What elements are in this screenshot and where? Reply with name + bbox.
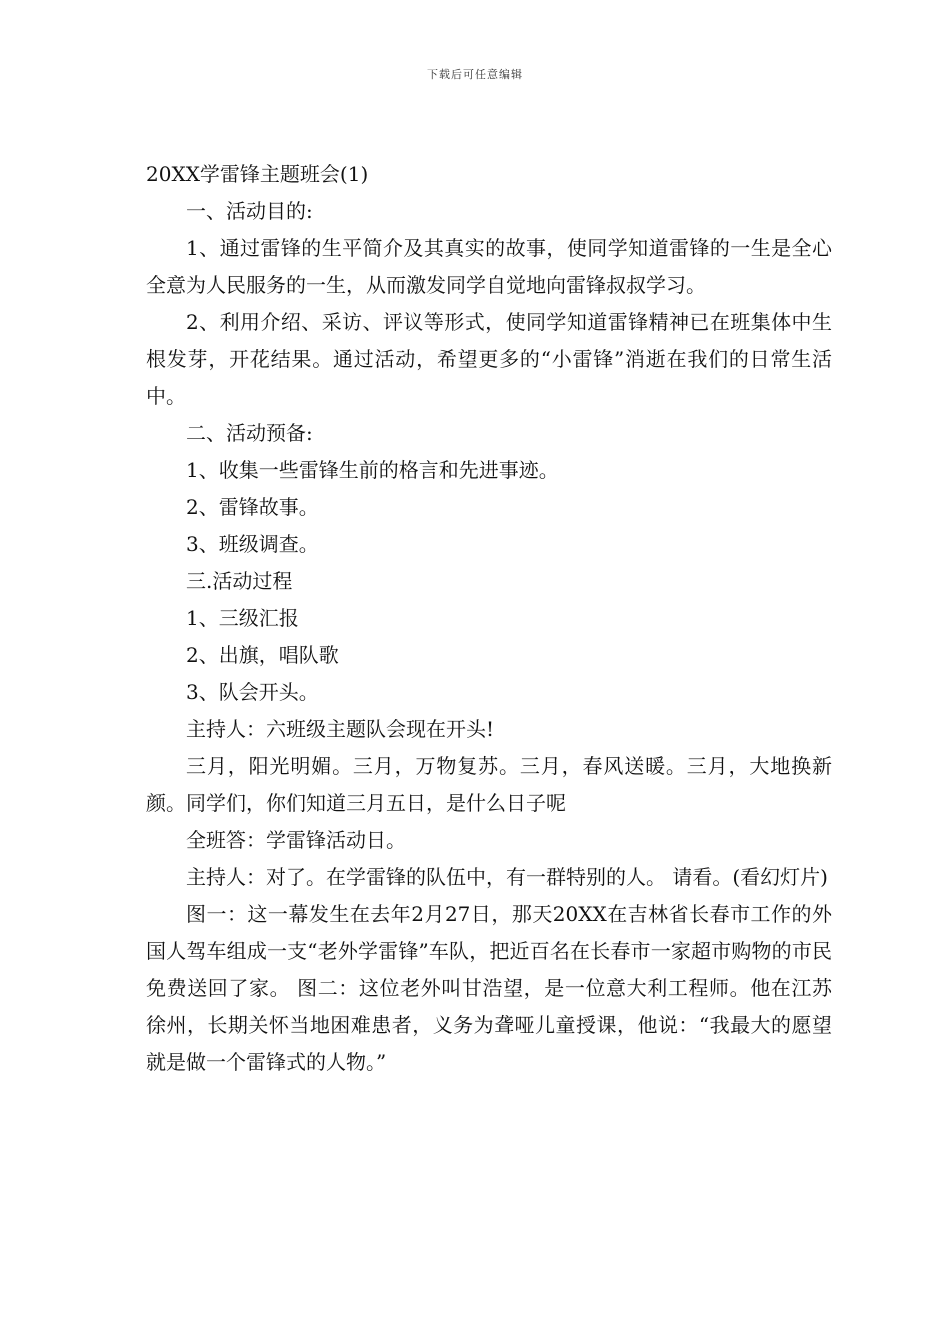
paragraph: 1、收集一些雷锋生前的格言和先进事迹。 (186, 458, 559, 482)
paragraph: 1、通过雷锋的生平简介及其真实的故事，使同学知道雷锋的一生是全心全意为人民服务的一生，从而激发同学自觉地向雷锋叔叔学习。 (146, 236, 832, 297)
paragraph: 三月，阳光明媚。三月，万物复苏。三月，春风送暖。三月，大地换新颜。同学们，你们知道三月五日，是什么日子呢 (146, 754, 832, 815)
paragraph: 主持人：对了。在学雷锋的队伍中，有一群特别的人。 请看。(看幻灯片) (186, 865, 828, 889)
document-title: 20XX学雷锋主题班会(1) (146, 162, 369, 186)
paragraph: 1、三级汇报 (186, 606, 299, 630)
page-header: 下载后可任意编辑 (427, 68, 523, 81)
paragraph: 2、雷锋故事。 (186, 495, 319, 519)
document-body (146, 156, 832, 1081)
paragraph: 全班答：学雷锋活动日。 (186, 828, 406, 852)
paragraph: 2、出旗，唱队歌 (186, 643, 339, 667)
paragraph-prep-heading: 二、活动预备: (186, 421, 313, 445)
paragraph-process-heading: 三.活动过程 (186, 569, 293, 593)
paragraph: 图一：这一幕发生在去年2月27日，那天20XX在吉林省长春市工作的外国人驾车组成一支“老外学雷锋”车队，把近百名在长春市一家超市购物的市民免费送回了家。 图二：这位老外叫甘浩望，是一位意大利工程师。他在江苏徐州，长期关怀当地困难患者，义务为聋哑儿童授课，他说：“我最大的愿望就是做一个雷锋式的人物。” (146, 902, 832, 1074)
paragraph: 2、利用介绍、采访、评议等形式，使同学知道雷锋精神已在班集体中生根发芽，开花结果。通过活动，希望更多的“小雷锋”消逝在我们的日常生活中。 (146, 310, 832, 408)
paragraph: 主持人：六班级主题队会现在开头! (186, 717, 495, 741)
paragraph: 3、班级调查。 (186, 532, 319, 556)
paragraph-goal-heading: 一、活动目的: (186, 199, 313, 223)
paragraph: 3、队会开头。 (186, 680, 319, 704)
